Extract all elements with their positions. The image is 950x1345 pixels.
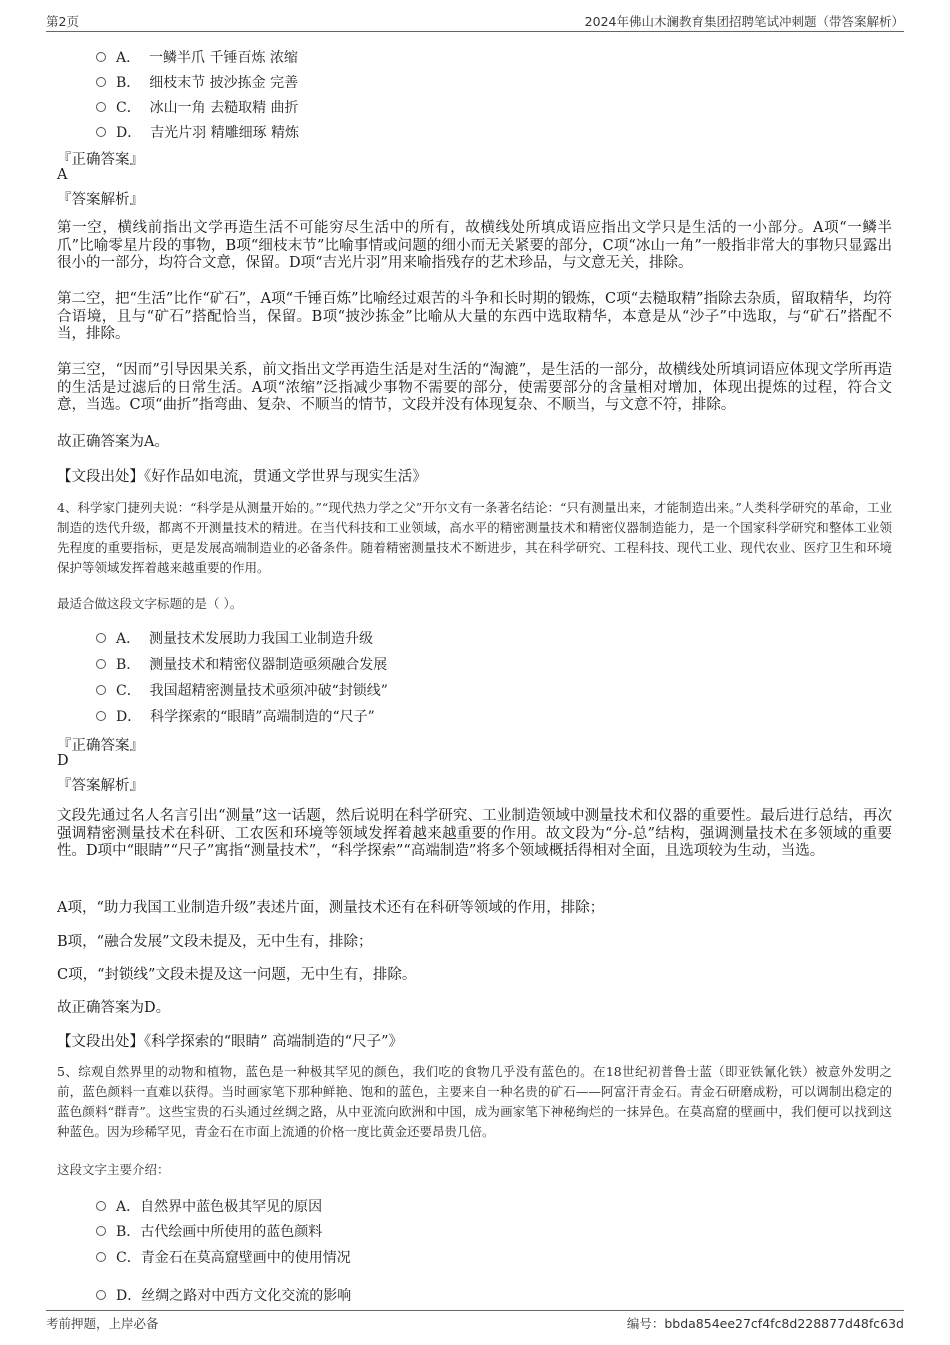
radio-icon[interactable] xyxy=(96,1201,106,1211)
q5-option-c[interactable]: C．青金石在莫高窟壁画中的使用情况 xyxy=(96,1247,351,1267)
q5-prompt: 这段文字主要介绍： xyxy=(57,1162,170,1177)
q4-answer: D xyxy=(57,753,69,769)
q3-option-d[interactable]: D． 吉光片羽 精雕细琢 精炼 xyxy=(96,122,299,142)
radio-icon[interactable] xyxy=(96,685,106,695)
q3-option-c[interactable]: C． 冰山一角 去糙取精 曲折 xyxy=(96,97,299,117)
q3-source: 【文段出处】《好作品如电流，贯通文学世界与现实生活》 xyxy=(57,469,427,485)
q3-option-b[interactable]: B． 细枝末节 披沙拣金 完善 xyxy=(96,72,298,92)
q4-answer-label: 『正确答案』 xyxy=(57,738,144,754)
q4-option-d[interactable]: D． 科学探索的“眼睛”高端制造的“尺子” xyxy=(96,706,375,726)
radio-icon[interactable] xyxy=(96,127,106,137)
radio-icon[interactable] xyxy=(96,1290,106,1300)
q4-option-a[interactable]: A． 测量技术发展助力我国工业制造升级 xyxy=(96,628,373,648)
q4-conclusion: 故正确答案为D。 xyxy=(57,1000,171,1016)
q3-analysis-label: 『答案解析』 xyxy=(57,192,144,208)
page-number: 第2页 xyxy=(46,14,79,29)
radio-icon[interactable] xyxy=(96,1252,106,1262)
q5-option-a[interactable]: A．自然界中蓝色极其罕见的原因 xyxy=(96,1196,322,1216)
q3-conclusion: 故正确答案为A。 xyxy=(57,434,169,450)
q3-option-a[interactable]: A． 一鳞半爪 千锤百炼 浓缩 xyxy=(96,47,298,67)
radio-icon[interactable] xyxy=(96,659,106,669)
q5-option-b[interactable]: B．古代绘画中所使用的蓝色颜料 xyxy=(96,1221,322,1241)
q4-analysis-a: A项，“助力我国工业制造升级”表述片面，测量技术还有在科研等领域的作用，排除； xyxy=(57,900,605,916)
q3-analysis-para-1: 第一空，横线前指出文学再造生活不可能穷尽生活中的所有，故横线处所填成语应指出文学只是生活的一小部分。A项“一鳞半爪”比喻零星片段的事物，B项“细枝末节”比喻事情或问题的细小而无关紧要的部分，C项“冰山一角”一般指非常大的事物只显露出很小的一部分，均符合文意，保留。D项“吉光片羽”用来喻指残存的艺术珍品，与文意无关，排除。 xyxy=(57,220,892,271)
q4-analysis-para-1: 文段先通过名人名言引出“测量”这一话题，然后说明在科学研究、工业制造领域中测量技术和仪器的重要性。最后进行总结，再次强调精密测量技术在科研、工农医和环境等领域发挥着越来越重要的作用。故文段为“分-总”结构，强调测量技术在多领域的重要性。D项中“眼睛”“尺子”寓指“测量技术”，“科学探索”“高端制造”将多个领域概括得相对全面，且选项较为生动，当选。 xyxy=(57,808,892,859)
q3-answer-label: 『正确答案』 xyxy=(57,152,144,168)
q4-analysis-label: 『答案解析』 xyxy=(57,778,144,794)
q4-source: 【文段出处】《科学探索的“眼睛” 高端制造的“尺子”》 xyxy=(57,1034,404,1050)
q5-option-d[interactable]: D．丝绸之路对中西方文化交流的影响 xyxy=(96,1285,351,1305)
q4-analysis-b: B项，“融合发展”文段未提及，无中生有，排除； xyxy=(57,934,373,950)
radio-icon[interactable] xyxy=(96,633,106,643)
q3-answer: A xyxy=(57,167,68,183)
q3-analysis-para-3: 第三空，“因而”引导因果关系，前文指出文学再造生活是对生活的“淘漉”，是生活的一部分，故横线处所填词语应体现文学所再造的生活是过滤后的日常生活。A项“浓缩”泛指减少事物不需要的部分，使需要部分的含量相对增加，体现出提炼的过程，符合文意，当选。C项“曲折”指弯曲、复杂、不顺当的情节，文段并没有体现复杂、不顺当，与文意不符，排除。 xyxy=(57,362,892,413)
document-code: 编号：bbda854ee27cf4fc8d228877d48fc63d xyxy=(626,1316,904,1331)
q3-analysis-para-2: 第二空，把“生活”比作“矿石”，A项“千锤百炼”比喻经过艰苦的斗争和长时期的锻炼，C项“去糙取精”指除去杂质，留取精华，均符合语境，且与“矿石”搭配恰当，保留。B项“披沙拣金”比喻从大量的东西中选取精华，本意是从“沙子”中选取，与“矿石”搭配不当，排除。 xyxy=(57,291,892,342)
q4-option-c[interactable]: C． 我国超精密测量技术亟须冲破“封锁线” xyxy=(96,680,388,700)
q4-option-b[interactable]: B． 测量技术和精密仪器制造亟须融合发展 xyxy=(96,654,387,674)
footer-divider xyxy=(46,1310,904,1311)
radio-icon[interactable] xyxy=(96,52,106,62)
q4-prompt: 最适合做这段文字标题的是（ ）。 xyxy=(57,596,243,611)
q5-stem: 5、综观自然界里的动物和植物，蓝色是一种极其罕见的颜色，我们吃的食物几乎没有蓝色的。在18世纪初普鲁士蓝（即亚铁氰化铁）被意外发明之前，蓝色颜料一直难以获得。当时画家笔下那种鲜艳、饱和的蓝色，主要来自一种名贵的矿石——阿富汗青金石。青金石研磨成粉，可以调制出稳定的蓝色颜料“群青”。这些宝贵的石头通过丝绸之路，从中亚流向欧洲和中国，成为画家笔下神秘绚烂的一抹异色。在莫高窟的壁画中，我们便可以找到这种蓝色。因为珍稀罕见，青金石在市面上流通的价格一度比黄金还要昂贵几倍。 xyxy=(57,1064,892,1139)
radio-icon[interactable] xyxy=(96,102,106,112)
document-title: 2024年佛山木澜教育集团招聘笔试冲刺题（带答案解析） xyxy=(584,14,904,29)
radio-icon[interactable] xyxy=(96,77,106,87)
footer-slogan: 考前押题，上岸必备 xyxy=(46,1316,159,1331)
radio-icon[interactable] xyxy=(96,1226,106,1236)
radio-icon[interactable] xyxy=(96,711,106,721)
q4-analysis-c: C项，“封锁线”文段未提及这一问题，无中生有，排除。 xyxy=(57,967,417,983)
header-divider xyxy=(46,31,904,32)
q4-stem: 4、科学家门捷列夫说：“科学是从测量开始的。”“现代热力学之父”开尔文有一条著名结论：“只有测量出来，才能制造出来。”人类科学研究的革命，工业制造的迭代升级，都离不开测量技术的精进。在当代科技和工业领域，高水平的精密测量技术和精密仪器制造能力，是一个国家科学研究和整体工业领先程度的重要指标，更是发展高端制造业的必备条件。随着精密测量技术不断进步，其在科学研究、工程科技、现代工业、现代农业、医疗卫生和环境保护等领域发挥着越来越重要的作用。 xyxy=(57,500,892,575)
